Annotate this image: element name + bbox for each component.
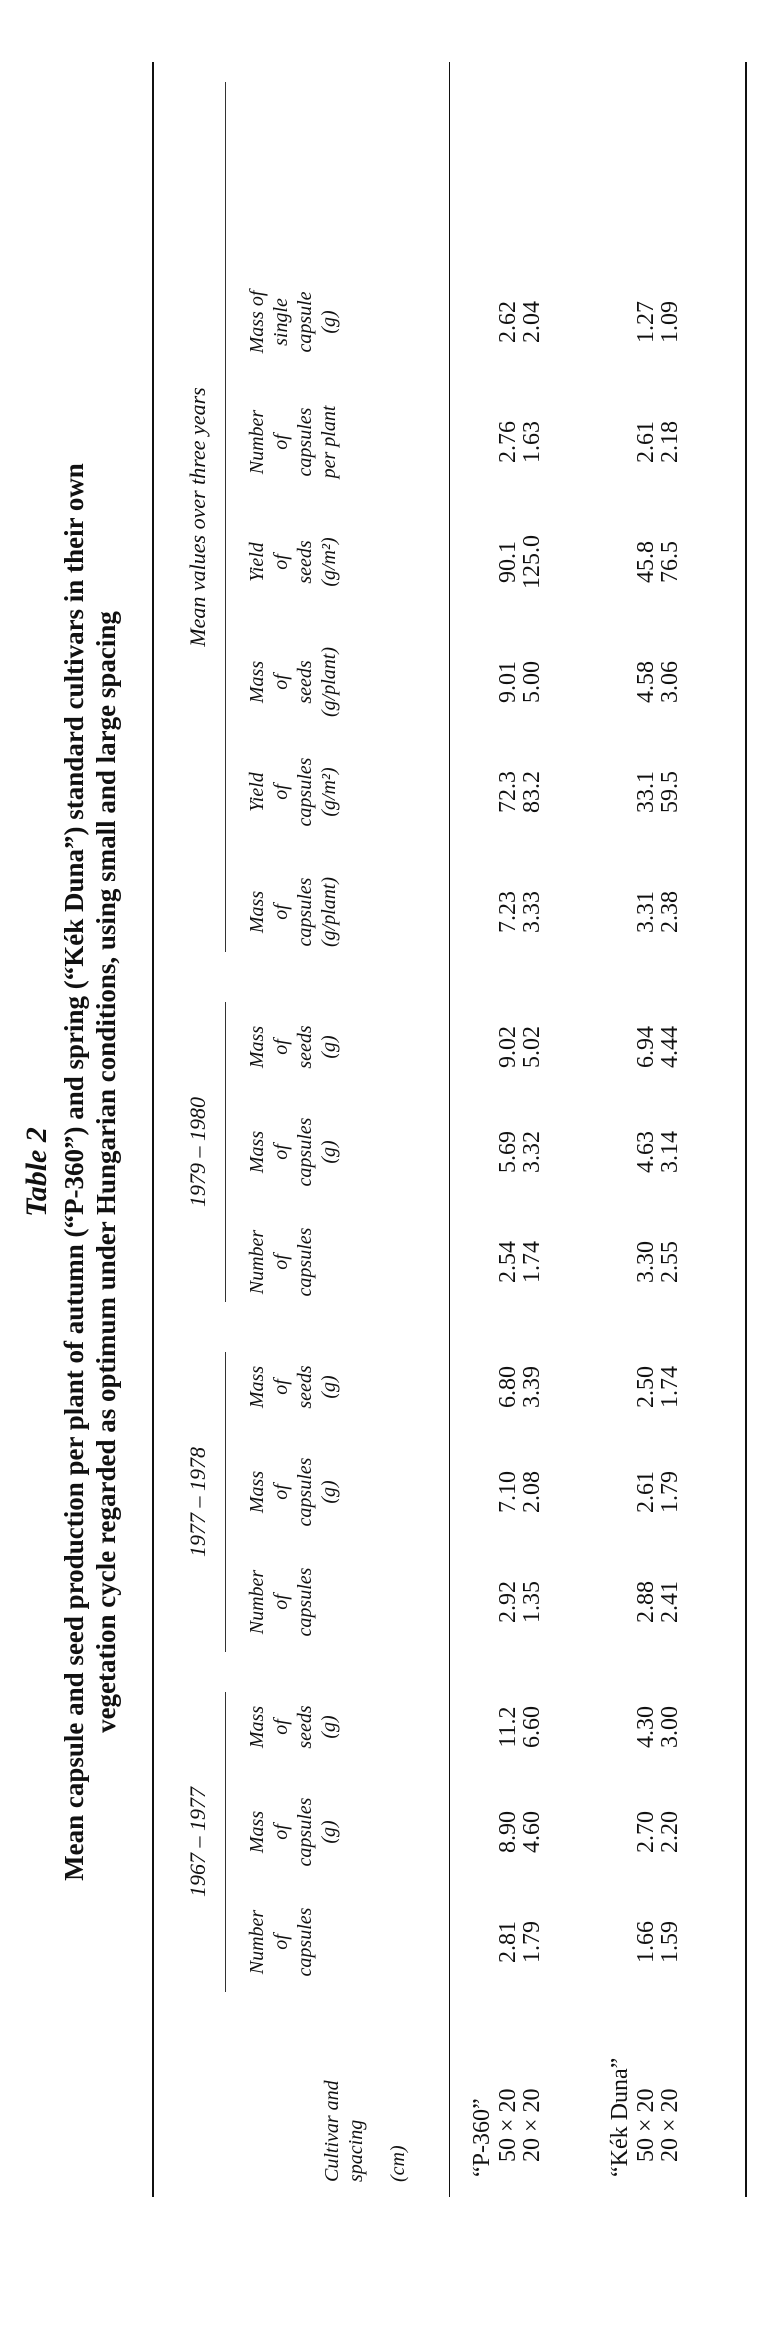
table-cell: 4.44 xyxy=(657,1026,683,1068)
column-header-line: capsule xyxy=(294,291,316,353)
table-cell: 59.5 xyxy=(657,771,683,813)
table-cell: 2.81 xyxy=(495,1921,521,1963)
table-cell: 11.2 xyxy=(495,1706,521,1748)
column-header-line: Yield xyxy=(246,772,268,812)
column-header xyxy=(245,1887,317,1997)
column-header-line: of xyxy=(270,434,292,450)
column-header xyxy=(245,627,341,737)
table-cell: 6.60 xyxy=(519,1706,545,1748)
stub-header-line: Cultivar and xyxy=(321,2080,343,2182)
column-header-line: of xyxy=(270,554,292,570)
table-cell: 9.02 xyxy=(495,1026,521,1068)
table-cell: 4.58 xyxy=(633,661,659,703)
column-header-line: of xyxy=(270,1254,292,1270)
column-header-line: Mass xyxy=(246,890,268,934)
table-cell: 1.59 xyxy=(657,1921,683,1963)
cultivar-label-p360: “P-360” xyxy=(469,2098,495,2177)
column-header-line: capsules xyxy=(294,757,316,827)
table-cell: 3.30 xyxy=(633,1241,659,1283)
column-header xyxy=(245,387,341,497)
column-header-line: (g/plant) xyxy=(318,877,340,947)
table-cell: 2.38 xyxy=(657,891,683,933)
spacing-label: 20 × 20 xyxy=(657,2088,683,2162)
column-header-line: (g) xyxy=(318,1035,340,1059)
table-cell: 2.55 xyxy=(657,1241,683,1283)
column-header-line: (g/m²) xyxy=(318,767,340,817)
group-underline xyxy=(225,82,226,952)
column-header-line: (g) xyxy=(318,1820,340,1844)
column-header-line: of xyxy=(270,1039,292,1055)
column-header-line: seeds xyxy=(294,540,316,584)
table-cell: 6.94 xyxy=(633,1026,659,1068)
caption-line-2: vegetation cycle regarded as optimum under Hungarian conditions, using small and large spacing xyxy=(91,611,121,1733)
table-cell: 1.27 xyxy=(633,301,659,343)
column-header-line: of xyxy=(270,784,292,800)
column-header-line: (g) xyxy=(318,1480,340,1504)
cultivar-label-kek-duna: “Kék Duna” xyxy=(607,2057,633,2177)
column-header-line: Number xyxy=(246,409,268,475)
group-header-1977-1978: 1977 – 1978 xyxy=(185,1447,210,1557)
table-label: Table 2 xyxy=(20,1127,53,1217)
column-header-line: capsules xyxy=(294,1117,316,1187)
column-header-line: capsules xyxy=(294,1567,316,1637)
column-header-line: per plant xyxy=(318,405,340,479)
column-header-line: Mass xyxy=(246,1365,268,1409)
table-cell: 2.70 xyxy=(633,1811,659,1853)
column-header-line: seeds xyxy=(294,1705,316,1749)
column-header-line: Number xyxy=(246,1909,268,1975)
table-cell: 4.60 xyxy=(519,1811,545,1853)
column-header xyxy=(245,857,341,967)
table-cell: 125.0 xyxy=(519,535,545,589)
column-header-line: single xyxy=(270,298,292,346)
column-header xyxy=(245,1777,341,1887)
table-cell: 2.54 xyxy=(495,1241,521,1283)
column-header-line: Number xyxy=(246,1569,268,1635)
table-cell: 1.35 xyxy=(519,1581,545,1623)
column-header-line: capsules xyxy=(294,1907,316,1977)
column-header-line: (g) xyxy=(318,1375,340,1399)
table-cell: 1.63 xyxy=(519,421,545,463)
column-header-line: Mass xyxy=(246,1810,268,1854)
spacing-label: 50 × 20 xyxy=(633,2088,659,2162)
table-cell: 7.10 xyxy=(495,1471,521,1513)
group-header-mean-values: Mean values over three years xyxy=(185,387,210,647)
table-cell: 6.80 xyxy=(495,1366,521,1408)
column-header-line: of xyxy=(270,1824,292,1840)
table-cell: 5.00 xyxy=(519,661,545,703)
column-header-line: (g) xyxy=(318,1715,340,1739)
table-cell: 5.02 xyxy=(519,1026,545,1068)
table-cell: 2.08 xyxy=(519,1471,545,1513)
column-header xyxy=(245,737,341,847)
group-underline xyxy=(225,1352,226,1652)
column-header xyxy=(245,1097,341,1207)
bottom-rule xyxy=(745,62,747,2197)
column-header-line: (g) xyxy=(318,1140,340,1164)
table-cell: 2.88 xyxy=(633,1581,659,1623)
table-cell: 1.74 xyxy=(519,1241,545,1283)
column-header-line: Mass of xyxy=(246,290,268,354)
table-cell: 4.30 xyxy=(633,1706,659,1748)
column-header-line: of xyxy=(270,1484,292,1500)
table-cell: 2.61 xyxy=(633,421,659,463)
column-header-line: of xyxy=(270,1934,292,1950)
table-cell: 76.5 xyxy=(657,541,683,583)
table-cell: 83.2 xyxy=(519,771,545,813)
table-cell: 2.41 xyxy=(657,1581,683,1623)
column-header-line: Mass xyxy=(246,1130,268,1174)
column-header-line: (g) xyxy=(318,310,340,334)
column-header-line: of xyxy=(270,1719,292,1735)
column-header-line: of xyxy=(270,1594,292,1610)
column-header-line: of xyxy=(270,904,292,920)
column-header-line: seeds xyxy=(294,1365,316,1409)
column-header-line: capsules xyxy=(294,407,316,477)
group-header-1979-1980: 1979 – 1980 xyxy=(185,1097,210,1207)
column-header xyxy=(245,1437,341,1547)
spacing-label: 20 × 20 xyxy=(519,2088,545,2162)
column-header-line: seeds xyxy=(294,1025,316,1069)
table-cell: 7.23 xyxy=(495,891,521,933)
table-cell: 3.33 xyxy=(519,891,545,933)
table-cell: 45.8 xyxy=(633,541,659,583)
table-cell: 4.63 xyxy=(633,1131,659,1173)
column-header xyxy=(245,1672,341,1782)
column-header-line: capsules xyxy=(294,1457,316,1527)
table-cell: 2.62 xyxy=(495,301,521,343)
column-header-line: Mass xyxy=(246,660,268,704)
table-cell: 3.39 xyxy=(519,1366,545,1408)
stub-header-unit: (cm) xyxy=(387,2145,409,2182)
table-cell: 1.79 xyxy=(519,1921,545,1963)
column-header-line: (g/plant) xyxy=(318,647,340,717)
table-cell: 1.09 xyxy=(657,301,683,343)
column-header-line: Number xyxy=(246,1229,268,1295)
table-cell: 3.00 xyxy=(657,1706,683,1748)
table-cell: 3.06 xyxy=(657,661,683,703)
table-cell: 1.66 xyxy=(633,1921,659,1963)
table-cell: 1.79 xyxy=(657,1471,683,1513)
column-header xyxy=(245,1332,341,1442)
table-cell: 2.92 xyxy=(495,1581,521,1623)
group-underline xyxy=(225,1692,226,1992)
column-header xyxy=(245,992,341,1102)
column-header-line: of xyxy=(270,1144,292,1160)
column-header xyxy=(245,1547,317,1657)
stub-header xyxy=(320,2052,410,2182)
table-cell: 2.61 xyxy=(633,1471,659,1513)
column-header-line: Mass xyxy=(246,1705,268,1749)
table-cell: 2.20 xyxy=(657,1811,683,1853)
table-cell: 9.01 xyxy=(495,661,521,703)
column-header xyxy=(245,1207,317,1317)
column-header-line: Yield xyxy=(246,542,268,582)
column-header-line: (g/m²) xyxy=(318,537,340,587)
table-cell: 3.32 xyxy=(519,1131,545,1173)
column-header-line: Mass xyxy=(246,1025,268,1069)
table-cell: 3.31 xyxy=(633,891,659,933)
table-cell: 8.90 xyxy=(495,1811,521,1853)
top-rule xyxy=(152,62,154,2197)
table-cell: 90.1 xyxy=(495,541,521,583)
table-cell: 1.74 xyxy=(657,1366,683,1408)
column-header-line: capsules xyxy=(294,877,316,947)
caption-line-1: Mean capsule and seed production per plant of autumn (“P-360”) and spring (“Kék Duna”) standard cultivars in their own xyxy=(59,463,89,1881)
column-header-line: of xyxy=(270,674,292,690)
table-cell: 5.69 xyxy=(495,1131,521,1173)
table-cell: 33.1 xyxy=(633,771,659,813)
table-cell: 2.50 xyxy=(633,1366,659,1408)
column-header-line: capsules xyxy=(294,1227,316,1297)
table-cell: 2.18 xyxy=(657,421,683,463)
column-header-line: seeds xyxy=(294,660,316,704)
stub-header-line: spacing xyxy=(345,2119,367,2182)
group-underline xyxy=(225,1002,226,1302)
table-cell: 3.14 xyxy=(657,1131,683,1173)
column-header-line: of xyxy=(270,1379,292,1395)
column-header xyxy=(245,267,341,377)
column-header xyxy=(245,507,341,617)
title-block xyxy=(20,72,122,2272)
table-caption xyxy=(58,72,122,2272)
group-header-1967-1977: 1967 – 1977 xyxy=(185,1787,210,1897)
column-header-line: capsules xyxy=(294,1797,316,1867)
column-header-line: Mass xyxy=(246,1470,268,1514)
header-rule xyxy=(449,62,450,2197)
spacing-label: 50 × 20 xyxy=(495,2088,521,2162)
table-cell: 2.04 xyxy=(519,301,545,343)
table-cell: 2.76 xyxy=(495,421,521,463)
table-cell: 72.3 xyxy=(495,771,521,813)
